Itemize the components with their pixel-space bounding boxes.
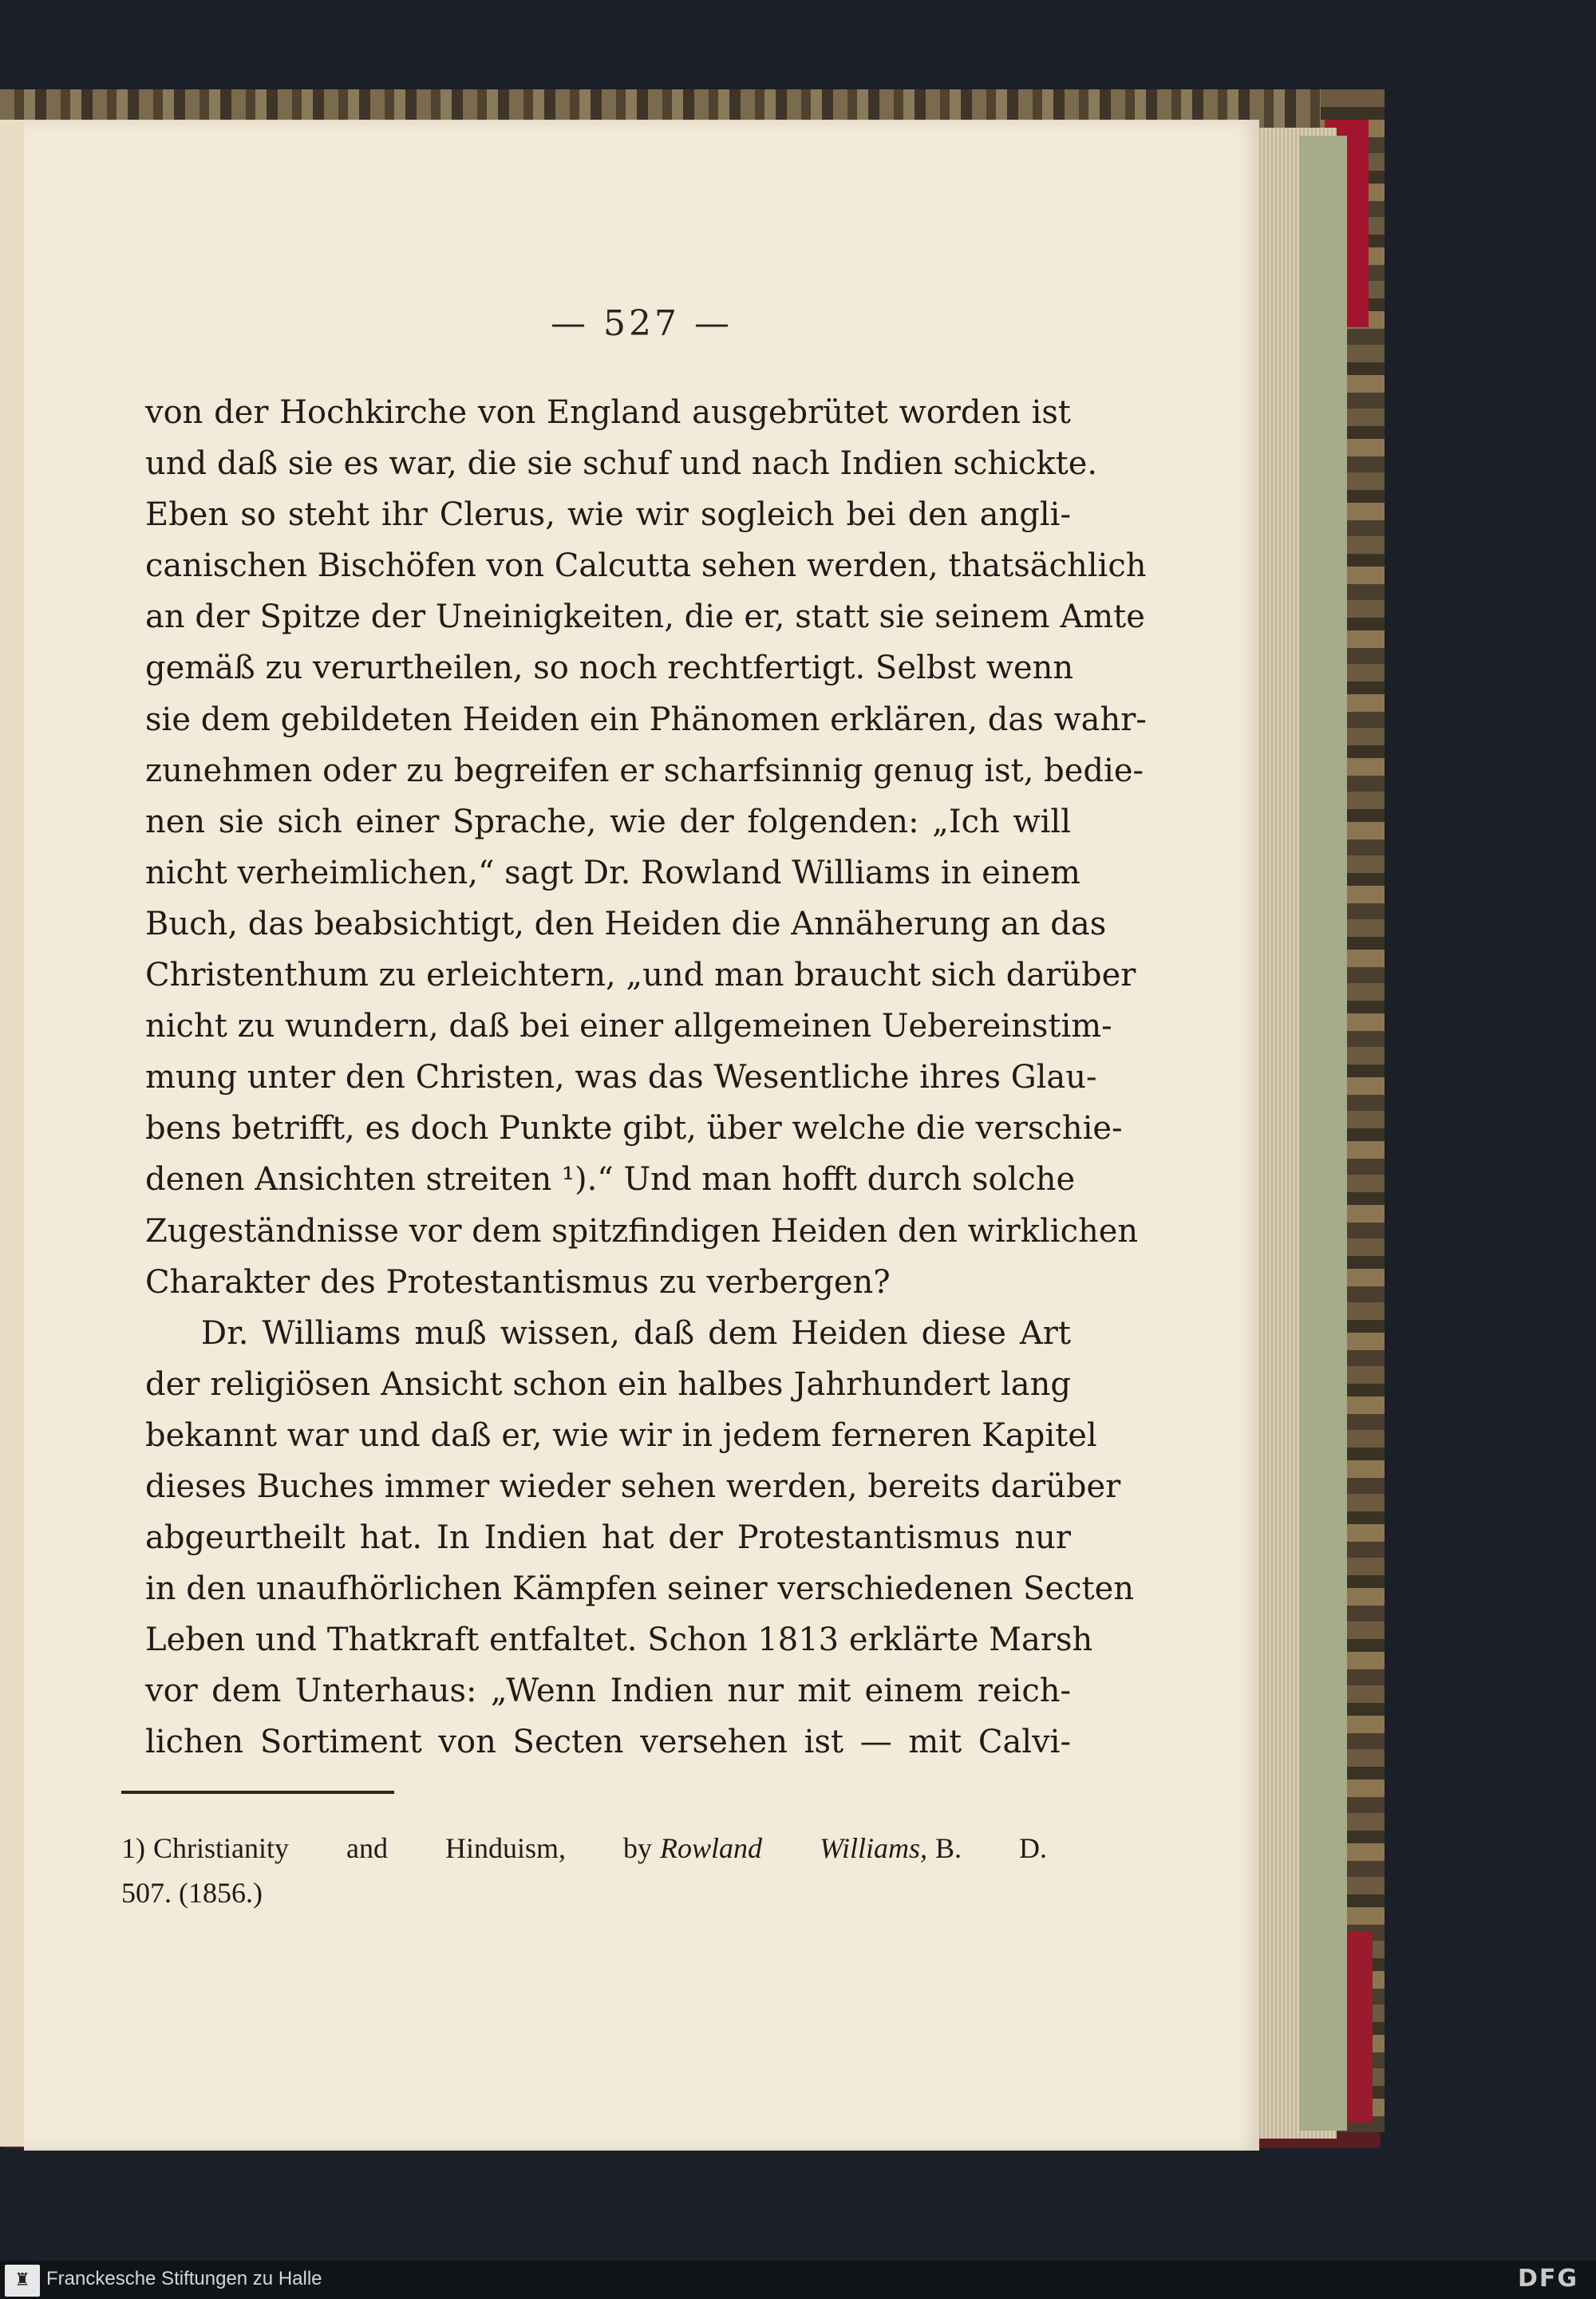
text-line: bekannt war und daß er, wie wir in jedem ferneren Kapitel [145,1416,1097,1454]
footnote-text: Christianity and Hinduism, by [153,1832,652,1864]
footnote [121,1826,1047,1915]
text-line: lichen Sortiment von Secten versehen ist — mit Calvi- [145,1724,1071,1761]
text-line: nicht zu wundern, daß bei einer allgemeinen Uebereinstim- [145,1008,1112,1045]
text-line: mung unter den Christen, was das Wesentliche ihres Glau- [145,1059,1097,1096]
dfg-logo[interactable]: DFG [1517,2265,1578,2293]
text-line: vor dem Unterhaus: „Wenn Indien nur mit einem reich- [145,1673,1071,1710]
text-line: Buch, das beabsichtigt, den Heiden die Annäherung an das [145,905,1107,942]
text-line: Leben und Thatkraft entfaltet. Schon 1813 erklärte Marsh [145,1622,1093,1659]
text-line: und daß sie es war, die sie schuf und nach Indien schickte. [145,445,1098,483]
text-line: canischen Bischöfen von Calcutta sehen werden, thatsächlich [145,547,1147,585]
text-line: Christenthum zu erleichtern, „und man braucht sich darüber [145,957,1136,994]
text-line: bens betrifft, es doch Punkte gibt, über welche die verschie- [145,1110,1123,1148]
text-line: Dr. Williams muß wissen, daß dem Heiden diese Art [201,1314,1071,1352]
text-line: von der Hochkirche von England ausgebrütet worden ist [145,394,1071,431]
footnote-line-2: 507. (1856.) [121,1877,263,1909]
text-line: denen Ansichten streiten ¹).“ Und man hofft durch solche [145,1161,1076,1199]
text-line: zunehmen oder zu begreifen er scharfsinnig genug ist, bedie- [145,752,1144,789]
footnote-marker: 1) [121,1832,145,1864]
body-text [145,387,1147,1768]
text-line: Zugeständnisse vor dem spitzfindigen Heiden den wirklichen [145,1212,1139,1250]
text-line: sie dem gebildeten Heiden ein Phänomen erklären, das wahr- [145,701,1147,738]
text-line: gemäß zu verurtheilen, so noch rechtfertigt. Selbst wenn [145,650,1074,687]
endpaper-edge [1299,136,1347,2131]
footnote-line [121,1826,1047,1870]
page-number: — 527 — [551,303,733,344]
institution-logo-icon[interactable]: ♜ [5,2265,40,2297]
text-line: Charakter des Protestantismus zu verbergen? [145,1263,891,1301]
text-line: dieses Buches immer wieder sehen werden, bereits darüber [145,1467,1121,1505]
text-line: abgeurtheilt hat. In Indien hat der Protestantismus nur [145,1519,1071,1557]
footnote-author: Rowland Williams, [659,1832,927,1864]
footnote-rule [121,1791,394,1794]
institution-name[interactable]: Franckesche Stiftungen zu Halle [46,2268,322,2289]
text-line: in den unaufhörlichen Kämpfen seiner verschiedenen Secten [145,1570,1135,1608]
footnote-degree: B. D. [934,1832,1047,1864]
text-line: an der Spitze der Uneinigkeiten, die er, statt sie seinem Amte [145,598,1145,636]
text-line: Eben so steht ihr Clerus, wie wir sogleich bei den angli- [145,496,1071,534]
text-line: nen sie sich einer Sprache, wie der folgenden: „Ich will [145,803,1071,840]
text-line: nicht verheimlichen,“ sagt Dr. Rowland Williams in einem [145,854,1080,891]
text-line: der religiösen Ansicht schon ein halbes Jahrhundert lang [145,1365,1071,1403]
